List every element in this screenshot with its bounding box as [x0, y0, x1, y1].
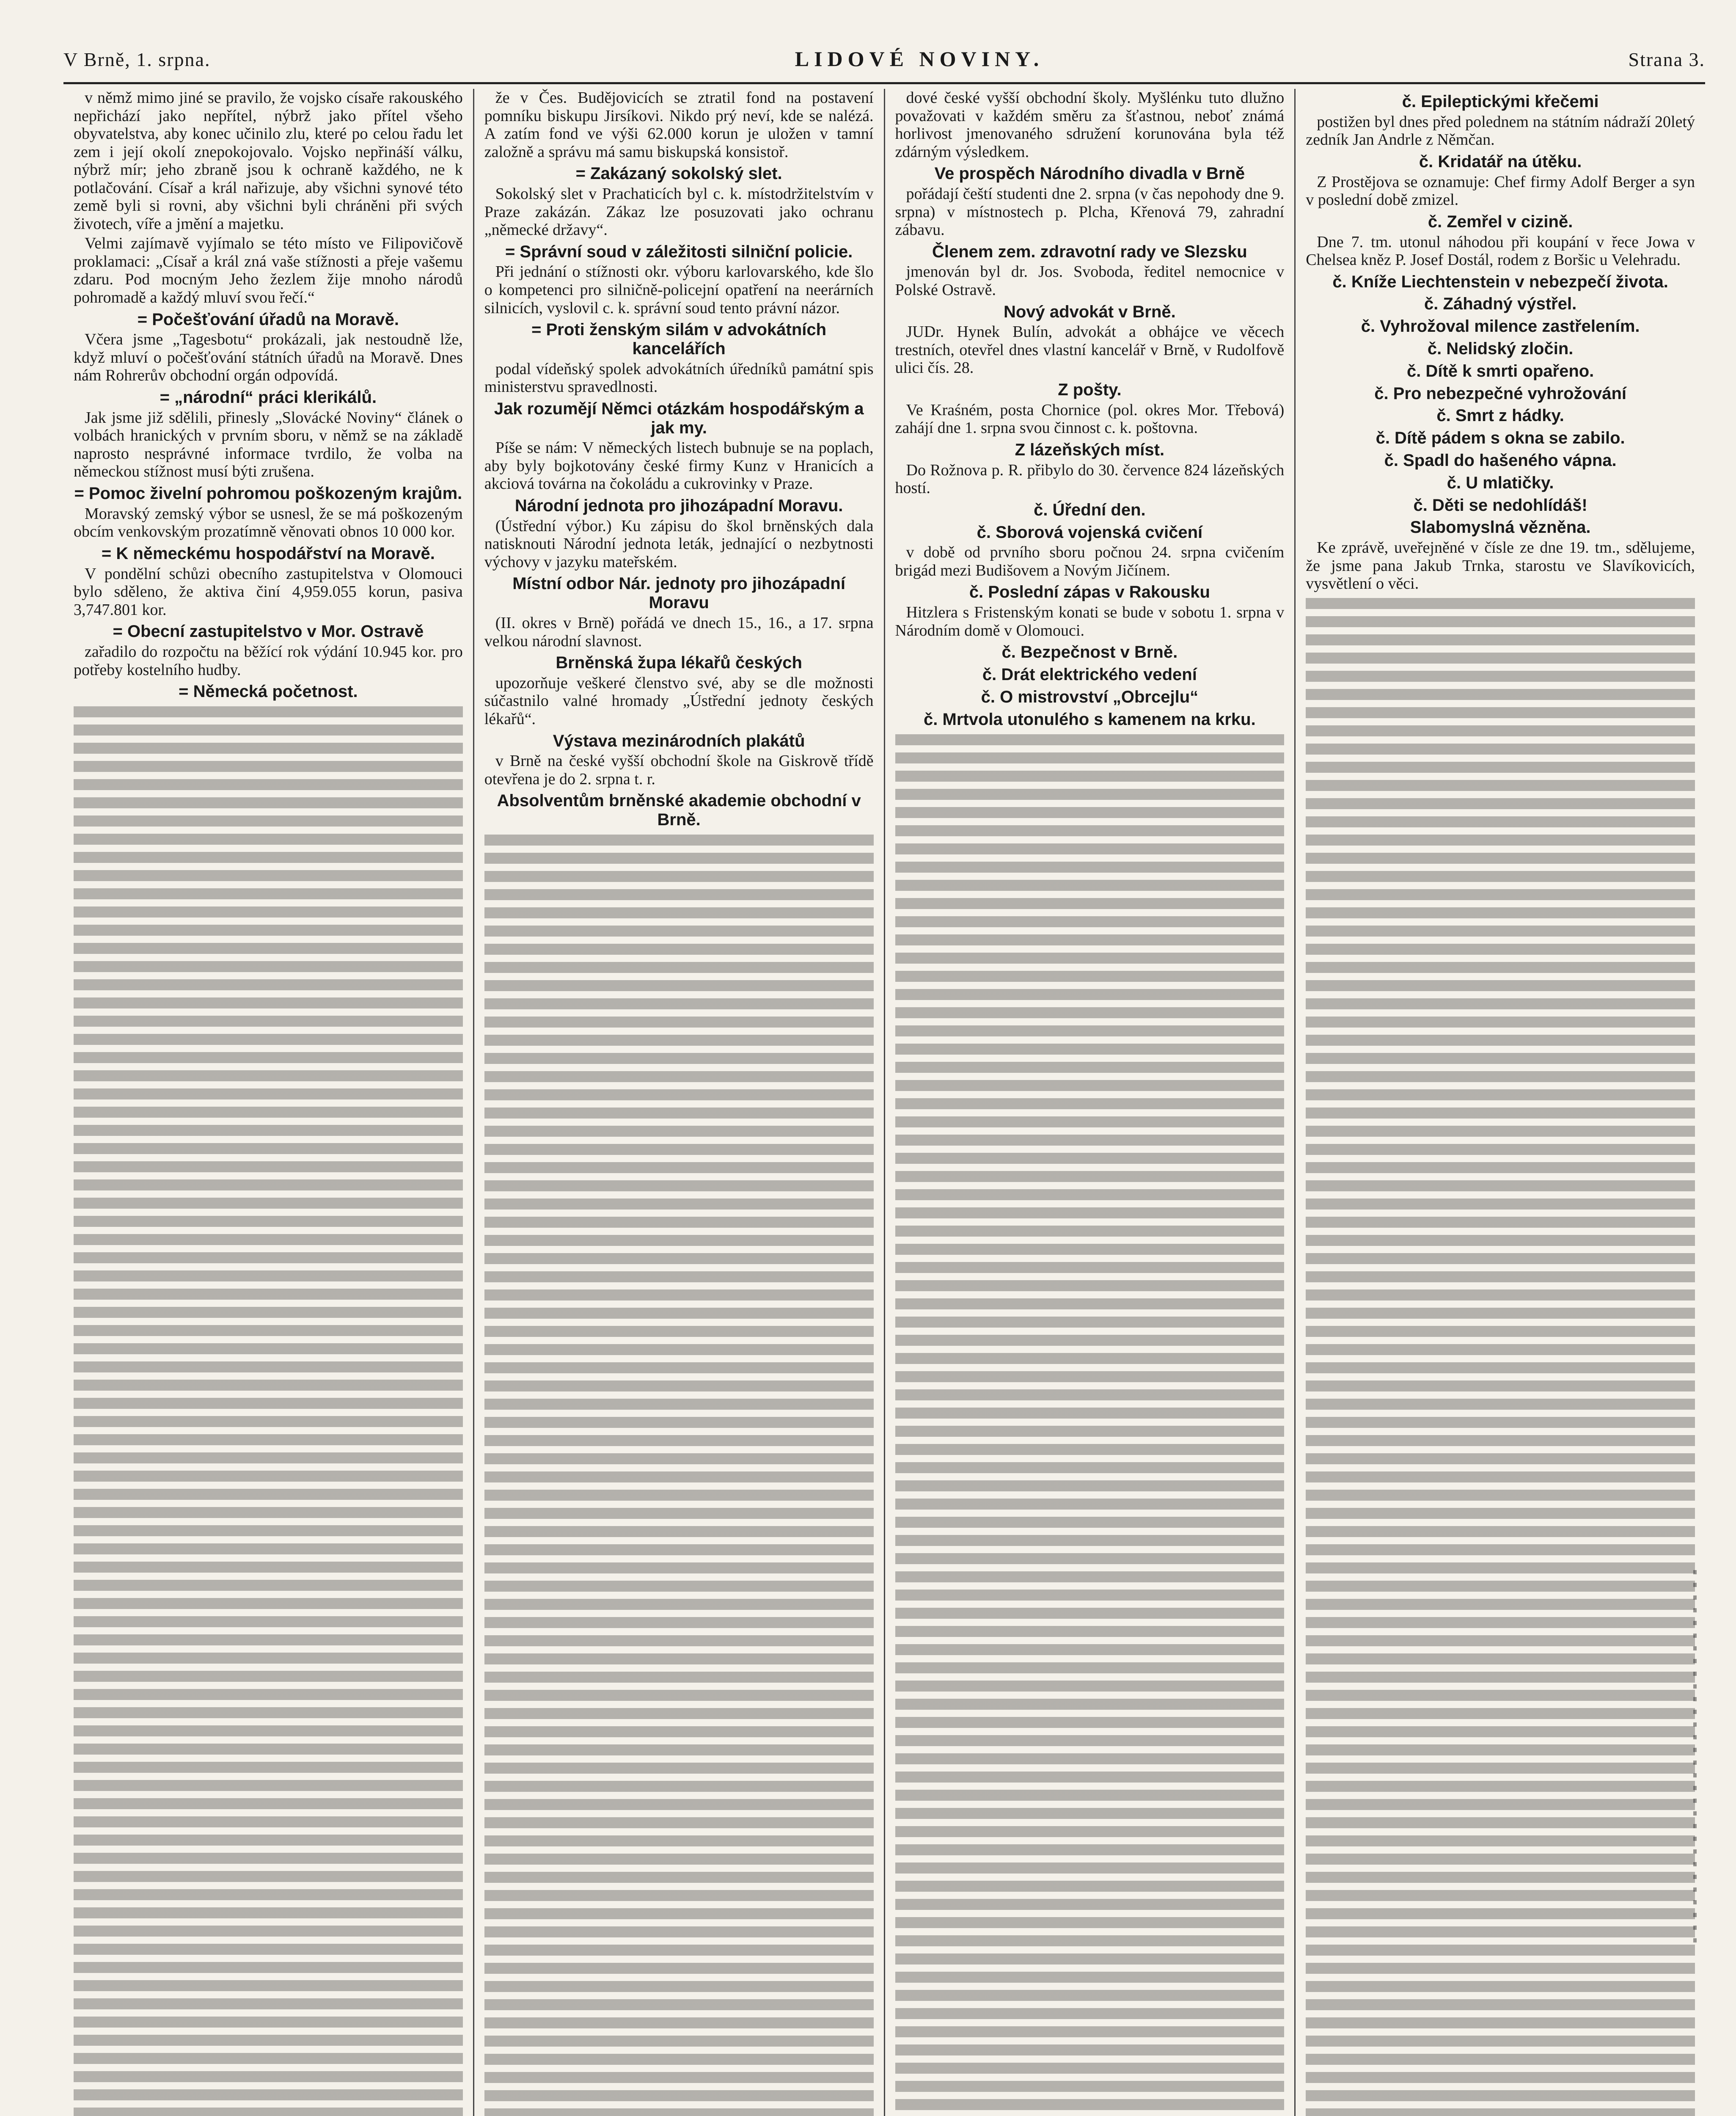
article-heading: Jak rozumějí Němci otázkám hospodářským a jak my.	[494, 399, 864, 437]
article-heading: Z pošty.	[1058, 380, 1122, 399]
paragraph: jmenován byl dr. Jos. Svoboda, ředitel nemocnice v Polské Ostravě.	[895, 263, 1285, 299]
article-heading: = K německému hospodářství na Moravě.	[101, 544, 435, 563]
paragraph: postižen byl dnes před polednem na státním nádraží 20letý zedník Jan Andrle z Němčan.	[1306, 113, 1695, 149]
paragraph: Velmi zajímavě vyjímalo se této místo ve Filipovičově proklamaci: „Císař a král zná vaše stížnosti a přeje vašemu zdaru. Pod mocným Jeho žezlem žije mnoho národů pohromadě a každý mluví svou řečí.“	[74, 234, 463, 307]
columns	[63, 89, 1705, 2116]
text-block	[484, 835, 874, 2116]
scan-edge-mark	[1693, 1570, 1697, 1951]
article-heading: č. Dítě pádem s okna se zabilo.	[1376, 429, 1625, 448]
article-heading: č. Epileptickými křečemi	[1402, 92, 1599, 111]
article-heading: č. Kníže Liechtenstein v nebezpečí života.	[1332, 272, 1668, 291]
paragraph: Hitzlera s Fristenským konati se bude v sobotu 1. srpna v Národním domě v Olomouci.	[895, 603, 1285, 639]
article-heading: = Obecní zastupitelstvo v Mor. Ostravě	[113, 622, 424, 641]
paragraph: Dne 7. tm. utonul náhodou při koupání v řece Jowa v Chelsea kněz P. Josef Dostál, rodem z Boršic u Velehradu.	[1306, 233, 1695, 269]
article-heading: Absolventům brněnské akademie obchodní v Brně.	[497, 791, 861, 829]
article-heading: č. Spadl do hašeného vápna.	[1384, 451, 1617, 470]
paragraph: dové české vyšší obchodní školy. Myšlénku tuto dlužno považovati v každém směru za šťastnou, neboť známá horlivost jmenovaného sdružení korunována byla též zdárným výsledkem.	[895, 89, 1285, 161]
article-heading: č. Vyhrožoval milence zastřelením.	[1361, 317, 1640, 336]
paragraph: Do Rožnova p. R. přibylo do 30. července 824 lázeňských hostí.	[895, 461, 1285, 497]
paragraph: Ke zprávě, uveřejněné v čísle ze dne 19. tm., sdělujeme, že jsme pana Jakub Trnka, starostu ve Slavíkovicích, vysvětlení o věci.	[1306, 539, 1695, 593]
article-heading: Národní jednota pro jihozápadní Moravu.	[514, 496, 843, 515]
page-number: Strana 3.	[1628, 49, 1705, 70]
text-block	[1306, 598, 1695, 2116]
article-heading: č. O mistrovství „Obrcejlu“	[981, 687, 1199, 706]
paragraph: JUDr. Hynek Bulín, advokát a obhájce ve věcech trestních, otevřel dnes vlastní kancelář v Brně, v Rudolfově ulici čís. 28.	[895, 323, 1285, 377]
paragraph: Píše se nám: V německých listech bubnuje se na poplach, aby byly bojkotovány české firmy Kunz v Hranicích a akciová továrna na čokoládu a cukrovinky v Praze.	[484, 439, 874, 493]
article-heading: = Zakázaný sokolský slet.	[575, 164, 782, 183]
paragraph: Z Prostějova se oznamuje: Chef firmy Adolf Berger a syn v poslední době zmizel.	[1306, 173, 1695, 209]
paragraph: pořádají čeští studenti dne 2. srpna (v čas nepohody dne 9. srpna) v místnostech p. Plcha, Křenová 79, zahradní zábavu.	[895, 185, 1285, 239]
paragraph: v němž mimo jiné se pravilo, že vojsko císaře rakouského nepřichází jako nepřítel, nýbrž jako přítel všeho obyvatelstva, aby konec učinilo zlu, které po celou řadu let zem i její okolí znepokojovalo. Vojsko nepřináší válku, nýbrž mír; jeho zbraně jsou k ochraně každého, ne k potlačování. Císař a král nařizuje, aby všichni synové této země byli si rovni, aby všichni byli chráněni při svých životech, víře a jmění a majetku.	[74, 89, 463, 233]
paragraph: upozorňuje veškeré členstvo své, aby se dle možnosti súčastnilo valné hromady „Ústřední jednoty českých lékařů“.	[484, 674, 874, 728]
article-heading: č. Bezpečnost v Brně.	[1001, 643, 1178, 662]
article-heading: č. Sborová vojenská cvičení	[977, 523, 1203, 542]
column-3	[885, 89, 1296, 2116]
paragraph: v Brně na české vyšší obchodní škole na Giskrově třídě otevřena je do 2. srpna t. r.	[484, 752, 874, 788]
article-heading: Výstava mezinárodních plakátů	[553, 731, 805, 750]
page-header	[63, 47, 1705, 84]
newspaper-title: LIDOVÉ NOVINY.	[795, 47, 1044, 71]
article-heading: č. U mlatičky.	[1447, 473, 1554, 492]
article-heading: č. Zemřel v cizině.	[1428, 212, 1573, 231]
article-heading: č. Úřední den.	[1034, 500, 1146, 519]
text-block	[895, 734, 1285, 2116]
paragraph: Včera jsme „Tagesbotu“ prokázali, jak nestoudně lže, když mluví o počešťování státních úřadů na Moravě. Dnes nám Rohrerův obchodní orgán odpovídá.	[74, 331, 463, 385]
article-heading: č. Mrtvola utonulého s kamenem na krku.	[924, 710, 1256, 729]
article-heading: = Německá početnost.	[179, 682, 358, 701]
article-heading: Brněnská župa lékařů českých	[556, 653, 802, 672]
article-heading: = Proti ženským silám v advokátních kancelářích	[531, 320, 827, 358]
article-heading: Nový advokát v Brně.	[1003, 302, 1176, 321]
newspaper-page	[63, 47, 1705, 2116]
article-heading: č. Pro nebezpečné vyhrožování	[1374, 384, 1626, 403]
article-heading: č. Děti se nedohlídáš!	[1413, 496, 1587, 515]
paragraph: (Ústřední výbor.) Ku zápisu do škol brněnských dala natisknouti Národní jednota leták, jednající o nezbytnosti výchovy v jazyku mateřském.	[484, 517, 874, 571]
paragraph: Sokolský slet v Prachaticích byl c. k. místodržitelstvím v Praze zakázán. Zákaz lze posuzovati jako ochranu „německé državy“.	[484, 185, 874, 239]
article-heading: Členem zem. zdravotní rady ve Slezsku	[932, 242, 1247, 261]
article-heading: č. Nelidský zločin.	[1427, 339, 1574, 358]
article-heading: Z lázeňských míst.	[1015, 440, 1165, 459]
article-heading: Slabomyslná vězněna.	[1410, 518, 1591, 537]
article-heading: č. Kridatář na útěku.	[1419, 152, 1582, 171]
paragraph: Při jednání o stížnosti okr. výboru karlovarského, kde šlo o kompetenci pro silničně-policejní opatření na neerárních silnicích, vyslovil c. k. správní soud tento právní názor.	[484, 263, 874, 317]
paragraph: Jak jsme již sdělili, přinesly „Slovácké Noviny“ článek o volbách hranických v prvním sboru, v němž se na základě naprosto nesprávné informace tvrdilo, že volba na německou stížnost musí býti zrušena.	[74, 408, 463, 481]
article-heading: č. Dítě k smrti opařeno.	[1406, 361, 1594, 380]
article-heading: č. Smrt z hádky.	[1436, 406, 1564, 425]
text-block	[74, 706, 463, 2116]
header-date: V Brně, 1. srpna.	[63, 49, 211, 70]
article-heading: č. Drát elektrického vedení	[982, 665, 1197, 684]
paragraph: zařadilo do rozpočtu na běžící rok výdání 10.945 kor. pro potřeby kostelního hudby.	[74, 643, 463, 679]
article-heading: = Počešťování úřadů na Moravě.	[137, 310, 399, 329]
article-heading: Místní odbor Nár. jednoty pro jihozápadní Moravu	[512, 574, 845, 612]
article-heading: Ve prospěch Národního divadla v Brně	[934, 164, 1245, 183]
paragraph: (II. okres v Brně) pořádá ve dnech 15., 16., a 17. srpna velkou národní slavnost.	[484, 614, 874, 650]
paragraph: že v Čes. Budějovicích se ztratil fond na postavení pomníku biskupu Jirsíkovi. Nikdo prý neví, kde se nalézá. A zatím fond ve výši 62.000 korun je uložen v tamní založně a správu má samu biskupská konsistoř.	[484, 89, 874, 161]
article-heading: = Správní soud v záležitosti silniční policie.	[505, 242, 853, 261]
column-1	[63, 89, 474, 2116]
column-2	[474, 89, 885, 2116]
paragraph: podal vídeňský spolek advokátních úředníků památní spis ministerstvu spravedlnosti.	[484, 360, 874, 396]
article-heading: = Pomoc živelní pohromou poškozeným krajům.	[74, 484, 462, 503]
paragraph: Moravský zemský výbor se usnesl, že se má poškozeným obcím venkovským prozatímně věnovati obnos 10 000 kor.	[74, 504, 463, 541]
paragraph: v době od prvního sboru počnou 24. srpna cvičením brigád mezi Budišovem a Novým Jičínem.	[895, 543, 1285, 579]
article-heading: = „národní“ práci klerikálů.	[160, 388, 377, 407]
paragraph: Ve Kraśném, posta Chornice (pol. okres Mor. Třebová) zahájí dne 1. srpna svou činnost c. k. poštovna.	[895, 401, 1285, 437]
paragraph: V pondělní schůzi obecního zastupitelstva v Olomouci bylo sděleno, že aktiva činí 4,959.055 korun, pasiva 3,747.801 kor.	[74, 565, 463, 619]
article-heading: č. Poslední zápas v Rakousku	[969, 583, 1210, 602]
column-4	[1296, 89, 1705, 2116]
article-heading: č. Záhadný výstřel.	[1424, 295, 1577, 314]
